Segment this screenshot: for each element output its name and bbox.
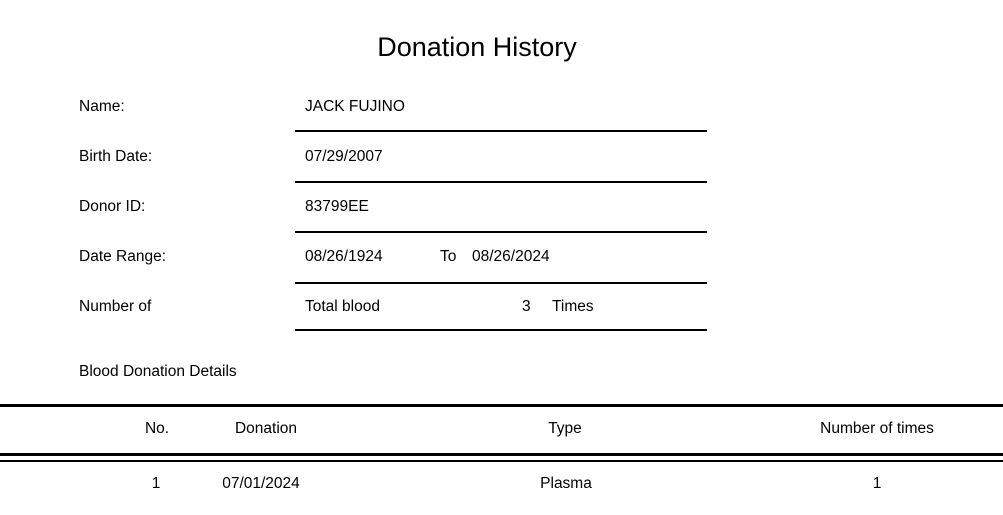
cell-times: 1 [872,475,882,492]
donor-id-label: Donor ID: [79,198,146,215]
cell-donation-date: 07/01/2024 [222,475,300,492]
donor-id-value: 83799EE [305,198,369,215]
name-underline [295,130,707,132]
name-value: JACK FUJINO [305,98,405,115]
table-top-border [0,404,1003,407]
total-blood-label: Total blood [305,298,380,315]
table-header-divider-top [0,453,1003,456]
column-header-type: Type [548,420,582,437]
name-label: Name: [79,98,125,115]
date-range-label: Date Range: [79,248,167,265]
page-title: Donation History [377,32,577,62]
number-of-underline [295,329,707,331]
date-range-to-label: To [440,248,457,265]
donor-id-underline [295,231,707,233]
cell-no: 1 [151,475,161,492]
table-header-divider-bottom [0,460,1003,462]
date-range-start: 08/26/1924 [305,248,383,265]
birth-date-value: 07/29/2007 [305,148,383,165]
section-title: Blood Donation Details [79,363,237,380]
column-header-no: No. [144,420,170,437]
date-range-underline [295,282,707,284]
birth-date-label: Birth Date: [79,148,153,165]
total-blood-count: 3 [522,298,531,315]
number-of-label: Number of [79,298,152,315]
cell-type: Plasma [540,475,592,492]
column-header-donation: Donation [234,420,298,437]
birth-date-underline [295,181,707,183]
date-range-end: 08/26/2024 [472,248,550,265]
column-header-times: Number of times [820,420,934,437]
total-blood-unit: Times [552,298,594,315]
